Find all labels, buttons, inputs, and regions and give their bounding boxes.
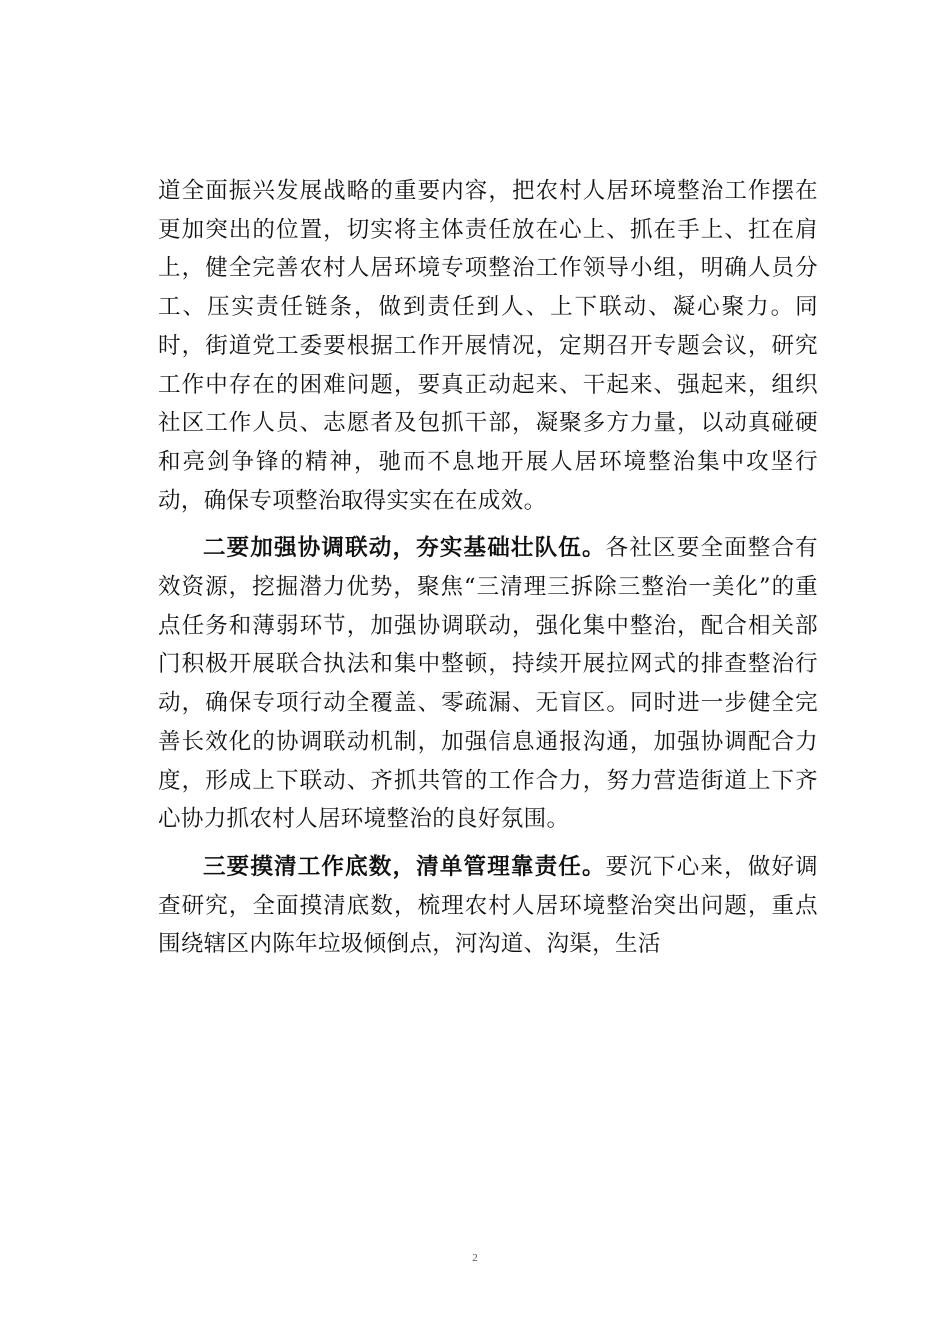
paragraph-2-body: 各社区要全面整合有效资源，挖掘潜力优势，聚焦“三清理三拆除三整治一美化”的重点任务和薄弱环节，加强协调联动，强化集中整治，配合相关部门积极开展联合执法和集中整顿，持续开展拉网式的排查整治行动，确保专项行动全覆盖、零疏漏、无盲区。同时进一步健全完善长效化的协调联动机制，加强信息通报沟通，加强协调配合力度，形成上下联动、齐抓共管的工作合力，努力营造街道上下齐心协力抓农村人居环境整治的良好氛围。 bbox=[158, 535, 818, 833]
page-number: 2 bbox=[472, 1252, 478, 1264]
paragraph-3-body: 要沉下心来，做好调查研究，全面摸清底数，梳理农村人居环境整治突出问题，重点围绕辖区内陈年垃圾倾倒点，河沟道、沟渠，生活 bbox=[158, 853, 818, 958]
paragraph-3 bbox=[158, 848, 818, 964]
paragraph-2-heading: 二要加强协调联动，夯实基础壮队伍。 bbox=[203, 535, 606, 562]
document-body bbox=[158, 172, 818, 973]
paragraph-1 bbox=[158, 172, 818, 520]
paragraph-1-body: 道全面振兴发展战略的重要内容，把农村人居环境整治工作摆在更加突出的位置，切实将主体责任放在心上、抓在手上、扛在肩上，健全完善农村人居环境专项整治工作领导小组，明确人员分工、压实责任链条，做到责任到人、上下联动、凝心聚力。同时，街道党工委要根据工作开展情况，定期召开专题会议，研究工作中存在的困难问题，要真正动起来、干起来、强起来，组织社区工作人员、志愿者及包抓干部，凝聚多方力量，以动真碰硬和亮剑争锋的精神，驰而不息地开展人居环境整治集中攻坚行动，确保专项整治取得实实在在成效。 bbox=[158, 178, 818, 514]
paragraph-3-heading: 三要摸清工作底数，清单管理靠责任。 bbox=[203, 853, 606, 880]
paragraph-2 bbox=[158, 529, 818, 839]
